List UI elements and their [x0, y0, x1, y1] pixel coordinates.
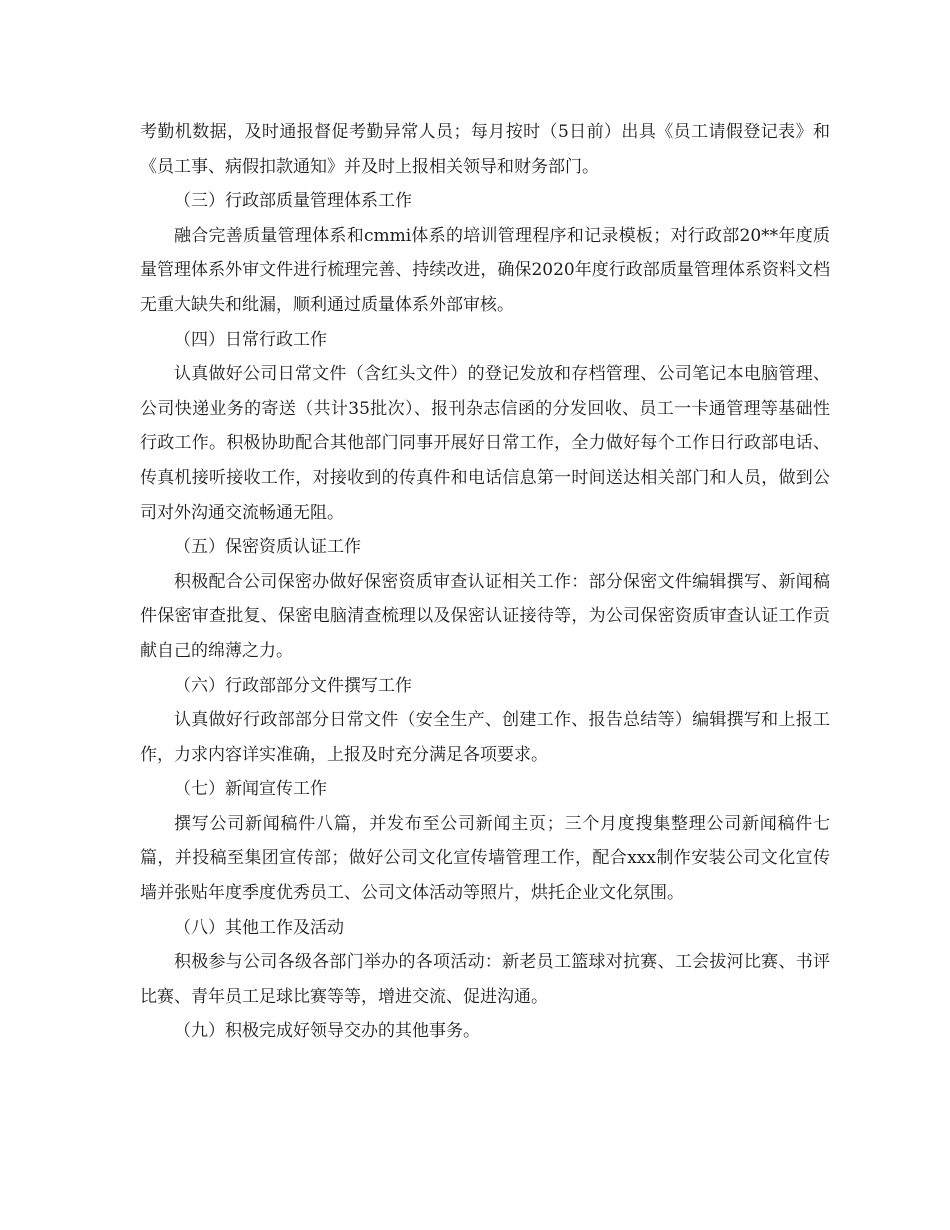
- heading-document-writing: （六）行政部部分文件撰写工作: [174, 675, 412, 696]
- document-body: [140, 115, 830, 1049]
- paragraph-confidentiality-certification: 积极配合公司保密办做好保密资质审查认证相关工作：部分保密文件编辑撰写、新闻稿件保密审查批复、保密电脑清查梳理以及保密认证接待等，为公司保密资质审查认证工作贡献自己的绵薄之力。: [140, 571, 830, 661]
- paragraph-attendance-continued: 考勤机数据，及时通报督促考勤异常人员；每月按时（5日前）出具《员工请假登记表》和《员工事、病假扣款通知》并及时上报相关领导和财务部门。: [140, 122, 830, 177]
- paragraph-other-activities: 积极参与公司各级各部门举办的各项活动：新老员工篮球对抗赛、工会拔河比赛、书评比赛、青年员工足球比赛等等，增进交流、促进沟通。: [140, 952, 830, 1007]
- paragraph-document-writing: 认真做好行政部部分日常文件（安全生产、创建工作、报告总结等）编辑撰写和上报工作，力求内容详实准确，上报及时充分满足各项要求。: [140, 710, 830, 765]
- paragraph-daily-administration: 认真做好公司日常文件（含红头文件）的登记发放和存档管理、公司笔记本电脑管理、公司快递业务的寄送（共计35批次）、报刊杂志信函的分发回收、员工一卡通管理等基础性行政工作。积极协助配合其他部门同事开展好日常工作，全力做好每个工作日行政部电话、传真机接听接收工作，对接收到的传真件和电话信息第一时间送达相关部门和人员，做到公司对外沟通交流畅通无阻。: [140, 364, 830, 523]
- paragraph-news-publicity: 撰写公司新闻稿件八篇，并发布至公司新闻主页；三个月度搜集整理公司新闻稿件七篇，并投稿至集团宣传部；做好公司文化宣传墙管理工作，配合xxx制作安装公司文化宣传墙并张贴年度季度优秀员工、公司文体活动等照片，烘托企业文化氛围。: [140, 813, 830, 904]
- heading-other-activities: （八）其他工作及活动: [174, 917, 344, 938]
- paragraph-quality-management: 融合完善质量管理体系和cmmi体系的培训管理程序和记录模板；对行政部20**年度质量管理体系外审文件进行梳理完善、持续改进，确保2020年度行政部质量管理体系资料文档无重大缺失和纰漏，顺利通过质量体系外部审核。: [140, 225, 830, 315]
- heading-quality-management: （三）行政部质量管理体系工作: [174, 191, 412, 212]
- heading-news-publicity: （七）新闻宣传工作: [174, 779, 327, 800]
- heading-leader-assigned-tasks: （九）积极完成好领导交办的其他事务。: [174, 1021, 480, 1042]
- heading-daily-administration: （四）日常行政工作: [174, 329, 327, 350]
- heading-confidentiality-certification: （五）保密资质认证工作: [174, 537, 361, 558]
